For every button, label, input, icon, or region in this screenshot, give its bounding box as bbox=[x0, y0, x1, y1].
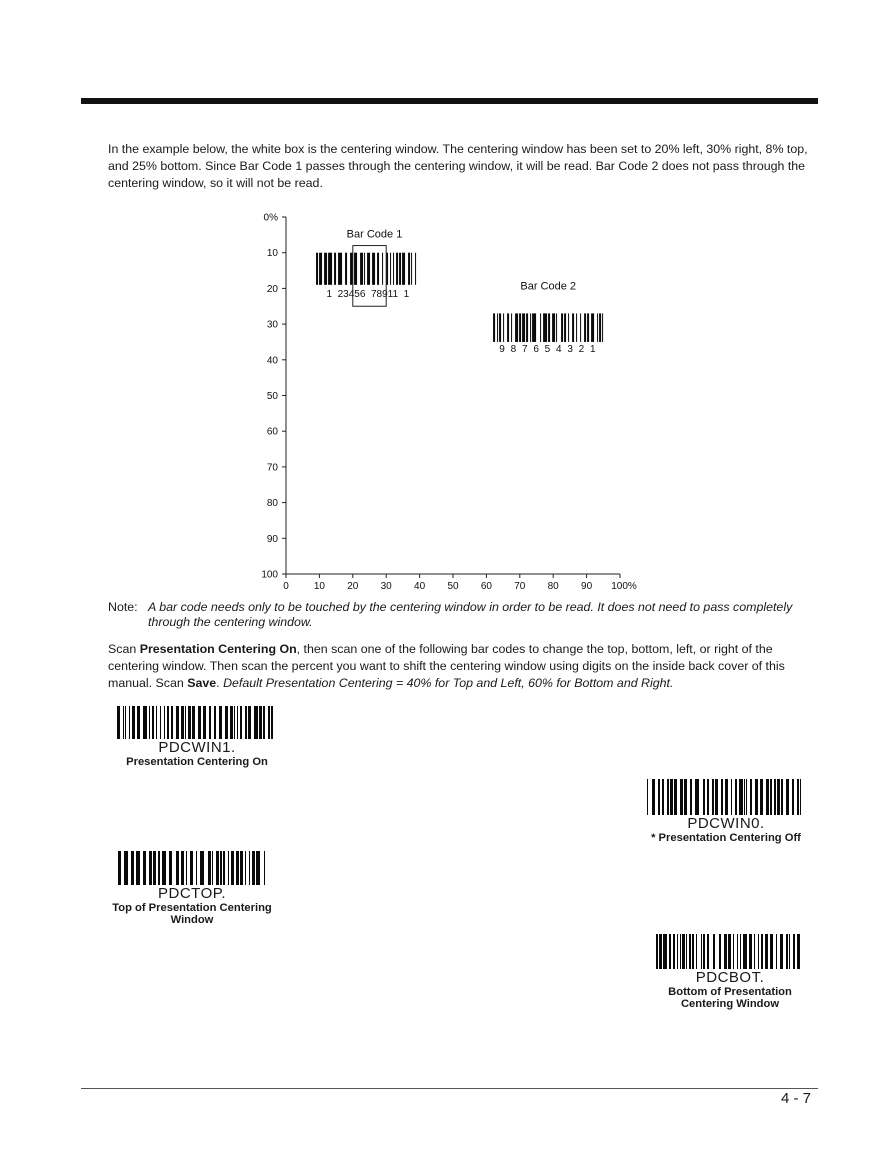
barcode1-label: Bar Code 1 bbox=[346, 228, 403, 241]
barcode2-bar bbox=[519, 313, 521, 342]
barcode-bar bbox=[770, 779, 772, 815]
header-rule bbox=[81, 98, 818, 104]
barcode-bar bbox=[703, 934, 705, 969]
barcode2-bar bbox=[507, 313, 509, 342]
barcode2-bar bbox=[576, 313, 577, 342]
barcode2-bar bbox=[497, 313, 498, 342]
barcode2-bar bbox=[564, 313, 566, 342]
barcode1-bar bbox=[338, 253, 342, 285]
barcode1-bar bbox=[316, 253, 318, 285]
barcode-bar bbox=[162, 851, 166, 885]
barcode-bar bbox=[171, 706, 173, 739]
barcode-bar bbox=[667, 779, 669, 815]
barcode-bar bbox=[169, 851, 172, 885]
barcode-bar bbox=[256, 851, 260, 885]
barcode-bar bbox=[743, 934, 747, 969]
barcode-bar bbox=[797, 934, 800, 969]
barcode-centering-on-code: PDCWIN1. bbox=[158, 739, 236, 756]
intro-paragraph: In the example below, the white box is the centering window. The centering window has been set to 20% left, 30% right, 8% top, and 25% bottom. Since Bar Code 1 passes through the centering window, it will be read. Bar Code 2 does not pass through the centering window, so it will not be read. bbox=[108, 142, 808, 190]
barcode-bar bbox=[143, 706, 147, 739]
y-tick-label: 70 bbox=[266, 462, 278, 474]
barcode-bar bbox=[153, 851, 156, 885]
barcode-bar bbox=[131, 851, 134, 885]
barcode-centering-bottom-caption-line2: Centering Window bbox=[680, 998, 780, 1010]
barcode-bar bbox=[674, 779, 677, 815]
barcode-centering-bottom-bars[interactable] bbox=[656, 934, 804, 969]
x-tick-label: 10 bbox=[313, 581, 325, 592]
barcode-bar bbox=[797, 779, 799, 815]
barcode2-bar bbox=[515, 313, 518, 342]
barcode-bar bbox=[132, 706, 135, 739]
barcode-bar bbox=[190, 851, 193, 885]
barcode-bar bbox=[740, 934, 741, 969]
barcode1-bar bbox=[382, 253, 383, 285]
barcode-bar bbox=[728, 934, 731, 969]
instruction-text-2: , then scan one of the following bar codes to change the top, bottom, left, or right of the centering window. Then scan the percent you want to shift the centering window using digits on the inside back cover of this manual. Scan bbox=[108, 642, 785, 690]
barcode1-bar bbox=[324, 253, 327, 285]
barcode-centering-off-bars[interactable] bbox=[647, 779, 805, 815]
note-label: Note: bbox=[108, 600, 138, 614]
centering-window-diagram bbox=[250, 205, 650, 600]
default-setting-text: Default Presentation Centering = 40% for Top and Left, 60% for Bottom and Right. bbox=[223, 676, 674, 690]
barcode2-bar bbox=[561, 313, 563, 342]
barcode2-bar bbox=[597, 313, 598, 342]
barcode1-bar bbox=[345, 253, 347, 285]
barcode-bar bbox=[192, 706, 195, 739]
barcode-bar bbox=[777, 779, 780, 815]
barcode-centering-on-caption: Presentation Centering On bbox=[126, 756, 268, 768]
barcode-centering-top-caption-line1: Top of Presentation Centering bbox=[112, 902, 272, 914]
barcode-bar bbox=[158, 851, 160, 885]
barcode-bar bbox=[652, 779, 655, 815]
barcode-bar bbox=[123, 706, 124, 739]
barcode1-bar bbox=[328, 253, 332, 285]
barcode-bar bbox=[677, 934, 678, 969]
barcode-bar bbox=[749, 934, 752, 969]
barcode-bar bbox=[245, 706, 247, 739]
barcode-bar bbox=[136, 851, 140, 885]
barcode-bar bbox=[780, 934, 783, 969]
barcode-centering-top-caption bbox=[104, 902, 280, 926]
barcode-bar bbox=[263, 706, 265, 739]
barcode-bar bbox=[129, 706, 130, 739]
barcode2-bar bbox=[526, 313, 528, 342]
barcode1-bar bbox=[393, 253, 394, 285]
barcode-bar bbox=[240, 851, 243, 885]
barcode-centering-top-bars[interactable] bbox=[118, 851, 266, 885]
barcode-bar bbox=[765, 934, 768, 969]
barcode-centering-bottom-caption-line1: Bottom of Presentation bbox=[668, 986, 792, 998]
scan-instruction-paragraph bbox=[108, 641, 814, 692]
barcode-bar bbox=[746, 779, 747, 815]
x-tick-label: 20 bbox=[347, 581, 359, 592]
barcode-bar bbox=[735, 779, 737, 815]
barcode-bar bbox=[659, 934, 662, 969]
barcode-bar bbox=[692, 934, 694, 969]
y-tick-label: 60 bbox=[266, 426, 278, 438]
barcode-bar bbox=[682, 934, 685, 969]
barcode1-bar bbox=[372, 253, 375, 285]
barcode-bar bbox=[766, 779, 769, 815]
barcode2-bar bbox=[591, 313, 594, 342]
barcode1-bar bbox=[399, 253, 401, 285]
barcode2-bar bbox=[511, 313, 512, 342]
barcode-bar bbox=[137, 706, 140, 739]
barcode-bar bbox=[770, 934, 773, 969]
instruction-bold-centering-on: Presentation Centering On bbox=[139, 642, 297, 656]
barcode-bar bbox=[754, 934, 755, 969]
barcode-bar bbox=[268, 706, 270, 739]
barcode-bar bbox=[152, 706, 154, 739]
barcode-bar bbox=[149, 851, 152, 885]
barcode-bar bbox=[725, 779, 728, 815]
instruction-text-3: . bbox=[216, 676, 224, 690]
barcode2-bar bbox=[503, 313, 504, 342]
barcode-bar bbox=[186, 851, 187, 885]
barcode-centering-off-caption: * Presentation Centering Off bbox=[651, 832, 801, 844]
barcode-centering-off[interactable] bbox=[640, 779, 812, 844]
barcode-bar bbox=[118, 851, 121, 885]
y-tick-label: 40 bbox=[266, 355, 278, 367]
barcode-bar bbox=[695, 779, 699, 815]
barcode-bar bbox=[731, 779, 732, 815]
barcode-bar bbox=[686, 934, 687, 969]
barcode2-bar bbox=[499, 313, 501, 342]
barcode-bar bbox=[647, 779, 648, 815]
barcode-bar bbox=[750, 779, 752, 815]
barcode-bar bbox=[231, 851, 234, 885]
barcode-bar bbox=[739, 779, 743, 815]
barcode1-bar bbox=[402, 253, 405, 285]
barcode-bar bbox=[800, 779, 801, 815]
barcode2-bar bbox=[556, 313, 557, 342]
barcode2-bar bbox=[493, 313, 495, 342]
barcode-bar bbox=[248, 706, 251, 739]
barcode-bar bbox=[117, 706, 120, 739]
barcode-centering-top-code: PDCTOP. bbox=[158, 885, 226, 902]
barcode-bar bbox=[181, 706, 184, 739]
barcode-bar bbox=[156, 706, 157, 739]
barcode-bar bbox=[774, 779, 776, 815]
barcode-centering-top[interactable] bbox=[104, 851, 280, 926]
barcode-bar bbox=[707, 934, 709, 969]
barcode2-label: Bar Code 2 bbox=[520, 280, 577, 293]
barcode2-bar bbox=[552, 313, 555, 342]
barcode1-bar bbox=[415, 253, 416, 285]
barcode-bar bbox=[684, 779, 687, 815]
barcode1-bar bbox=[408, 253, 410, 285]
barcode-bar bbox=[761, 934, 763, 969]
barcode-bar bbox=[209, 706, 211, 739]
barcode-centering-on-bars[interactable] bbox=[117, 706, 277, 739]
y-tick-label: 30 bbox=[266, 319, 278, 331]
barcode2-bar bbox=[587, 313, 589, 342]
barcode-bar bbox=[234, 706, 235, 739]
barcode-bar bbox=[713, 934, 715, 969]
barcode-bar bbox=[760, 779, 763, 815]
barcode2-bar bbox=[580, 313, 581, 342]
barcode-bar bbox=[188, 706, 191, 739]
x-tick-label: 0 bbox=[283, 581, 289, 592]
barcode-bar bbox=[680, 779, 683, 815]
barcode1-bar bbox=[367, 253, 370, 285]
y-tick-label: 50 bbox=[266, 391, 278, 402]
barcode-bar bbox=[271, 706, 273, 739]
barcode-centering-bottom[interactable] bbox=[650, 934, 810, 1010]
barcode-bar bbox=[230, 706, 233, 739]
barcode-centering-top-caption-line2: Window bbox=[170, 914, 214, 926]
y-tick-label: 10 bbox=[266, 248, 278, 260]
barcode-bar bbox=[176, 706, 179, 739]
x-tick-label: 90 bbox=[581, 581, 593, 592]
barcode-bar bbox=[196, 851, 197, 885]
barcode2-bar bbox=[548, 313, 550, 342]
barcode-bar bbox=[216, 851, 219, 885]
barcode-bar bbox=[143, 851, 146, 885]
barcode-centering-off-code: PDCWIN0. bbox=[687, 815, 765, 832]
y-tick-label: 80 bbox=[266, 498, 278, 510]
barcode-bar bbox=[712, 779, 714, 815]
barcode-bar bbox=[656, 934, 658, 969]
barcode1-bar bbox=[390, 253, 391, 285]
x-tick-label: 80 bbox=[547, 581, 559, 592]
barcode-bar bbox=[721, 779, 723, 815]
barcode-bar bbox=[703, 779, 705, 815]
barcode-bar bbox=[167, 706, 169, 739]
barcode2-bar bbox=[522, 313, 525, 342]
barcode-bar bbox=[245, 851, 246, 885]
barcode-bar bbox=[663, 934, 667, 969]
barcode-centering-bottom-caption bbox=[650, 986, 810, 1010]
barcode-bar bbox=[715, 779, 718, 815]
barcode-bar bbox=[198, 706, 201, 739]
barcode1-bar bbox=[396, 253, 398, 285]
barcode1-bar bbox=[334, 253, 336, 285]
barcode-bar bbox=[744, 779, 745, 815]
barcode-bar bbox=[228, 851, 229, 885]
barcode-bar bbox=[125, 706, 126, 739]
barcode1-bar bbox=[411, 253, 412, 285]
barcode-bar bbox=[792, 779, 794, 815]
barcode-bar bbox=[200, 851, 204, 885]
barcode-bar bbox=[719, 934, 721, 969]
barcode2-digits: 9 8 7 6 5 4 3 2 1 bbox=[499, 343, 598, 355]
barcode-bar bbox=[220, 851, 222, 885]
barcode-bar bbox=[786, 779, 789, 815]
barcode-bar bbox=[203, 706, 206, 739]
barcode-bar bbox=[724, 934, 727, 969]
barcode-centering-on[interactable] bbox=[112, 706, 282, 768]
y-tick-label: 100 bbox=[261, 569, 278, 581]
barcode-bar bbox=[793, 934, 795, 969]
x-tick-label: 30 bbox=[380, 581, 392, 592]
y-tick-label: 90 bbox=[266, 533, 278, 545]
x-tick-label: 70 bbox=[514, 581, 526, 592]
barcode-bar bbox=[223, 851, 225, 885]
barcode1-digits: 1 23456 78911 1 bbox=[326, 288, 410, 300]
x-tick-label: 60 bbox=[480, 581, 492, 592]
barcode-bar bbox=[662, 779, 664, 815]
barcode-bar bbox=[673, 934, 675, 969]
barcode-bar bbox=[689, 934, 691, 969]
barcode-bar bbox=[701, 934, 702, 969]
barcode-bar bbox=[755, 779, 758, 815]
barcode-bar bbox=[254, 706, 258, 739]
barcode-bar bbox=[789, 934, 790, 969]
barcode-bar bbox=[149, 706, 150, 739]
barcode-bar bbox=[249, 851, 250, 885]
barcode-bar bbox=[786, 934, 788, 969]
barcode-bar bbox=[658, 779, 660, 815]
barcode2-bar bbox=[602, 313, 603, 342]
barcode-bar bbox=[781, 779, 783, 815]
barcode-bar bbox=[707, 779, 709, 815]
barcode1-bar bbox=[354, 253, 357, 285]
barcode2-bar bbox=[530, 313, 531, 342]
barcode-bar bbox=[185, 706, 186, 739]
page-number: 4 - 7 bbox=[780, 1090, 811, 1107]
barcode2-bar bbox=[599, 313, 601, 342]
barcode-bar bbox=[758, 934, 759, 969]
barcode-bar bbox=[670, 779, 673, 815]
barcode1-bar bbox=[360, 253, 363, 285]
barcode1-bar bbox=[364, 253, 365, 285]
y-tick-label: 20 bbox=[266, 283, 278, 295]
barcode-bar bbox=[240, 706, 242, 739]
barcode-bar bbox=[264, 851, 265, 885]
barcode-bar bbox=[181, 851, 184, 885]
barcode-bar bbox=[259, 706, 262, 739]
barcode-bar bbox=[236, 851, 239, 885]
barcode2-bar bbox=[572, 313, 574, 342]
barcode-centering-bottom-code: PDCBOT. bbox=[695, 969, 765, 986]
barcode-bar bbox=[669, 934, 671, 969]
barcode2-bar bbox=[532, 313, 536, 342]
barcode-bar bbox=[176, 851, 179, 885]
barcode-bar bbox=[737, 934, 738, 969]
barcode-bar bbox=[214, 706, 216, 739]
barcode-bar bbox=[237, 706, 238, 739]
instruction-text-1: Scan bbox=[108, 642, 140, 656]
barcode2-bar bbox=[584, 313, 586, 342]
footer-rule bbox=[81, 1088, 818, 1089]
barcode-bar bbox=[225, 706, 228, 739]
barcode2-bar bbox=[540, 313, 541, 342]
barcode-bar bbox=[219, 706, 222, 739]
x-tick-label: 50 bbox=[447, 581, 459, 592]
barcode-bar bbox=[690, 779, 692, 815]
barcode-bar bbox=[776, 934, 777, 969]
barcode-bar bbox=[696, 934, 697, 969]
barcode1-bar bbox=[377, 253, 379, 285]
barcode-bar bbox=[124, 851, 128, 885]
barcode2-bar bbox=[543, 313, 547, 342]
barcode-bar bbox=[160, 706, 161, 739]
barcode-bar bbox=[212, 851, 213, 885]
barcode1-bar bbox=[319, 253, 322, 285]
barcode-bar bbox=[733, 934, 734, 969]
barcode-bar bbox=[164, 706, 165, 739]
instruction-bold-save: Save bbox=[187, 676, 217, 690]
x-tick-label: 40 bbox=[414, 581, 426, 592]
x-tick-label: 100% bbox=[611, 581, 637, 592]
barcode-bar bbox=[252, 851, 255, 885]
y-tick-label: 0% bbox=[263, 212, 278, 224]
barcode2-bar bbox=[568, 313, 569, 342]
note-text: A bar code needs only to be touched by the centering window in order to be read. It does not need to pass completely through the centering window. bbox=[148, 600, 793, 629]
barcode-bar bbox=[680, 934, 681, 969]
barcode-bar bbox=[208, 851, 211, 885]
